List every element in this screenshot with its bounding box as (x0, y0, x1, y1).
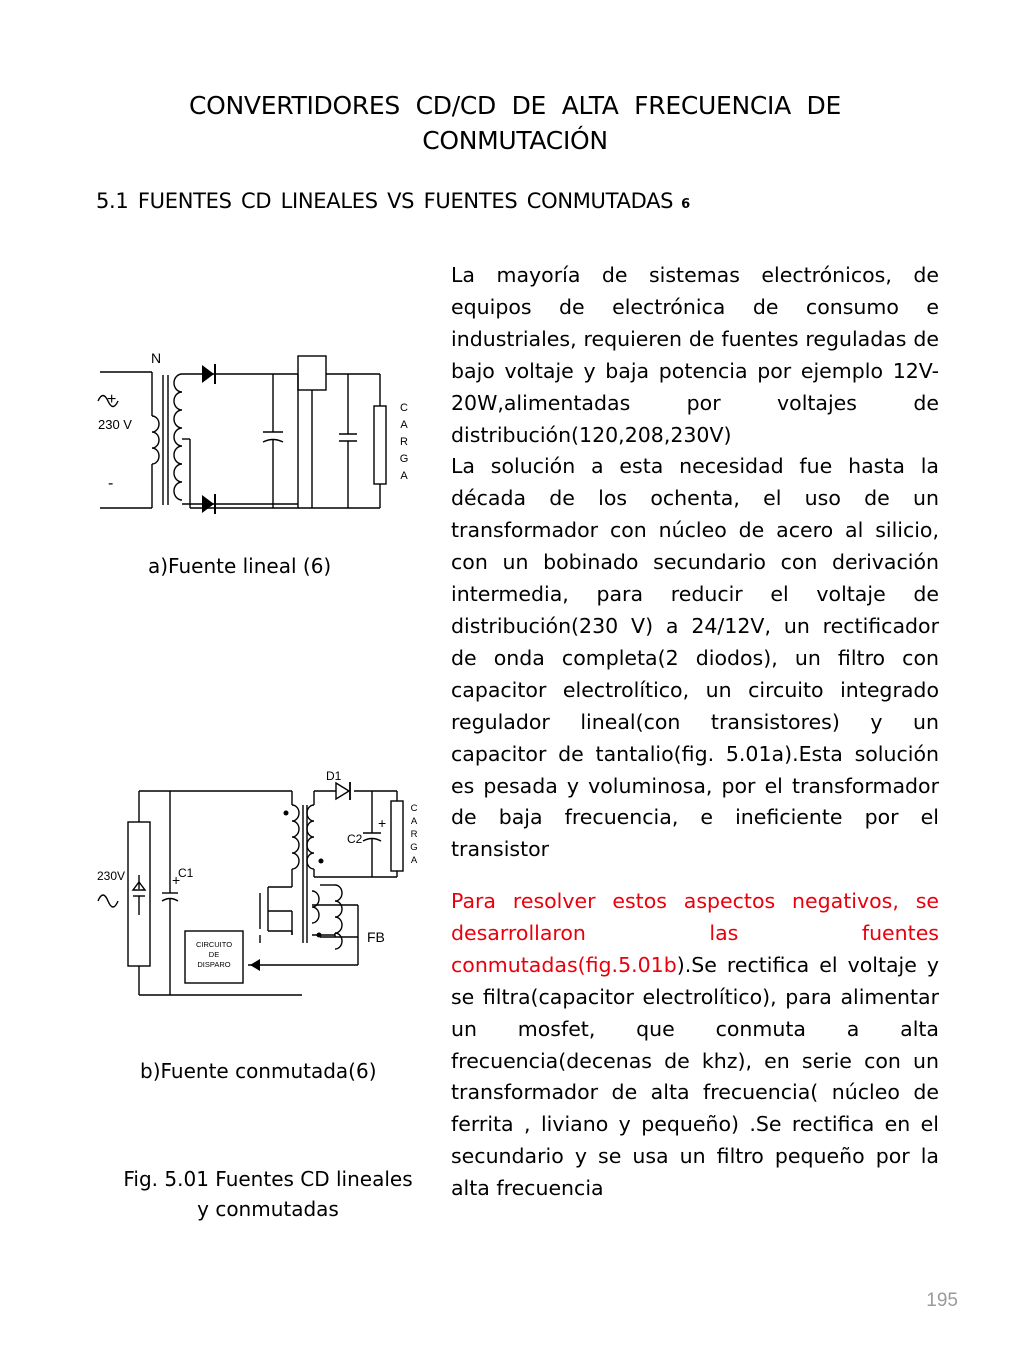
svg-text:A: A (400, 419, 408, 431)
fb-label: FB (367, 929, 385, 945)
svg-text:G: G (410, 842, 418, 853)
svg-text:C: C (400, 402, 408, 414)
svg-text:R: R (400, 436, 408, 448)
svg-text:R: R (410, 829, 418, 840)
polarity-dot-icon (317, 933, 322, 938)
polarity-dot-icon (319, 859, 324, 864)
minus-label: - (108, 475, 114, 492)
figure-b-caption: b)Fuente conmutada(6) (140, 1059, 377, 1083)
plus-label: + (107, 391, 117, 408)
load-resistor (391, 801, 403, 871)
paragraph-1: La mayoría de sistemas electrónicos, de equipos de electrónica de consumo e industriales, requieren de fuentes reguladas de bajo voltaje y baja potencia por ejemplo 12V-20W,alimentadas por voltajes de distribución(120,208,230V) (451, 263, 939, 447)
c1-plus-label: + (172, 872, 181, 888)
highlighted-text: Para resolver estos aspectos negativos, se desarrollaron las fuentes conmutadas(fig.5.01b (451, 889, 939, 977)
c1-label: C1 (178, 866, 194, 880)
section-heading (96, 186, 690, 220)
load-resistor (374, 406, 386, 484)
svg-text:CIRCUITO: CIRCUITO (195, 940, 233, 949)
figure-caption (98, 1164, 438, 1224)
svg-text:A: A (400, 470, 408, 482)
load-label (410, 803, 418, 866)
page-title: CONVERTIDORES CD/CD DE ALTA FRECUENCIA DE CONMUTACIÓN (188, 91, 841, 155)
page-number: 195 (926, 1290, 958, 1311)
rectifier-block (128, 822, 150, 966)
ac-source-icon (98, 895, 118, 907)
section-heading-text: 5.1 FUENTES CD LINEALES VS FUENTES CONMUTADAS (96, 189, 674, 213)
diode-icon (202, 495, 214, 513)
arrow-icon (250, 959, 260, 971)
c2-label: C2 (347, 832, 363, 846)
figure-caption-line2: y conmutadas (197, 1197, 339, 1221)
switching-supply-diagram (90, 765, 430, 1000)
regulator-block (298, 356, 326, 390)
diode-icon (336, 783, 349, 799)
svg-text:DE: DE (208, 950, 220, 959)
paragraph-3-rest: ).Se rectifica el voltaje y se filtra(capacitor electrolítico), para alimentar un mosfet, que conmuta a alta frecuencia(decenas de khz), en serie con un transformador de alta frecuencia( núcleo de ferrita , liviano y pequeño) .Se rectifica en el secundario y se usa un filtro pequeño por la alta frecuencia (451, 952, 939, 1201)
figure-caption-line1: Fig. 5.01 Fuentes CD lineales (123, 1167, 413, 1191)
paragraph-2: La solución a esta necesidad fue hasta la década de los ochenta, el uso de un transformador con núcleo de acero al silicio, con un bobinado secundario con derivación intermedia, para reducir el voltaje de distribución(230 V) a 24/12V, un rectificador de onda completa(2 diodos), un filtro con capacitor electrolítico, un circuito integrado regulador lineal(con transistores) y un capacitor de tantalio(fig. 5.01a).Esta solución es pesada y voluminosa, por el transformador de baja frecuencia, e ineficiente por el transistor (451, 454, 939, 862)
svg-text:A: A (410, 855, 418, 866)
c2-plus-label: + (378, 815, 387, 831)
d1-label: D1 (326, 769, 342, 783)
svg-text:DISPARO: DISPARO (197, 960, 231, 969)
body-text-top (451, 260, 939, 866)
transformer-label: N (151, 350, 162, 366)
load-label (400, 402, 409, 482)
driver-label (196, 940, 232, 969)
body-text-bottom (451, 886, 939, 1205)
linear-supply-diagram (90, 340, 430, 530)
svg-text:A: A (410, 816, 418, 827)
polarity-dot-icon (284, 811, 289, 816)
diode-icon (202, 365, 214, 383)
input-voltage-label: 230V (97, 869, 126, 883)
paragraph-3 (451, 886, 939, 1205)
input-voltage-label: 230 V (98, 417, 132, 432)
svg-text:G: G (399, 453, 409, 465)
section-reference: 6 (681, 197, 690, 212)
svg-text:C: C (410, 803, 418, 814)
figure-a-caption: a)Fuente lineal (6) (148, 554, 332, 578)
